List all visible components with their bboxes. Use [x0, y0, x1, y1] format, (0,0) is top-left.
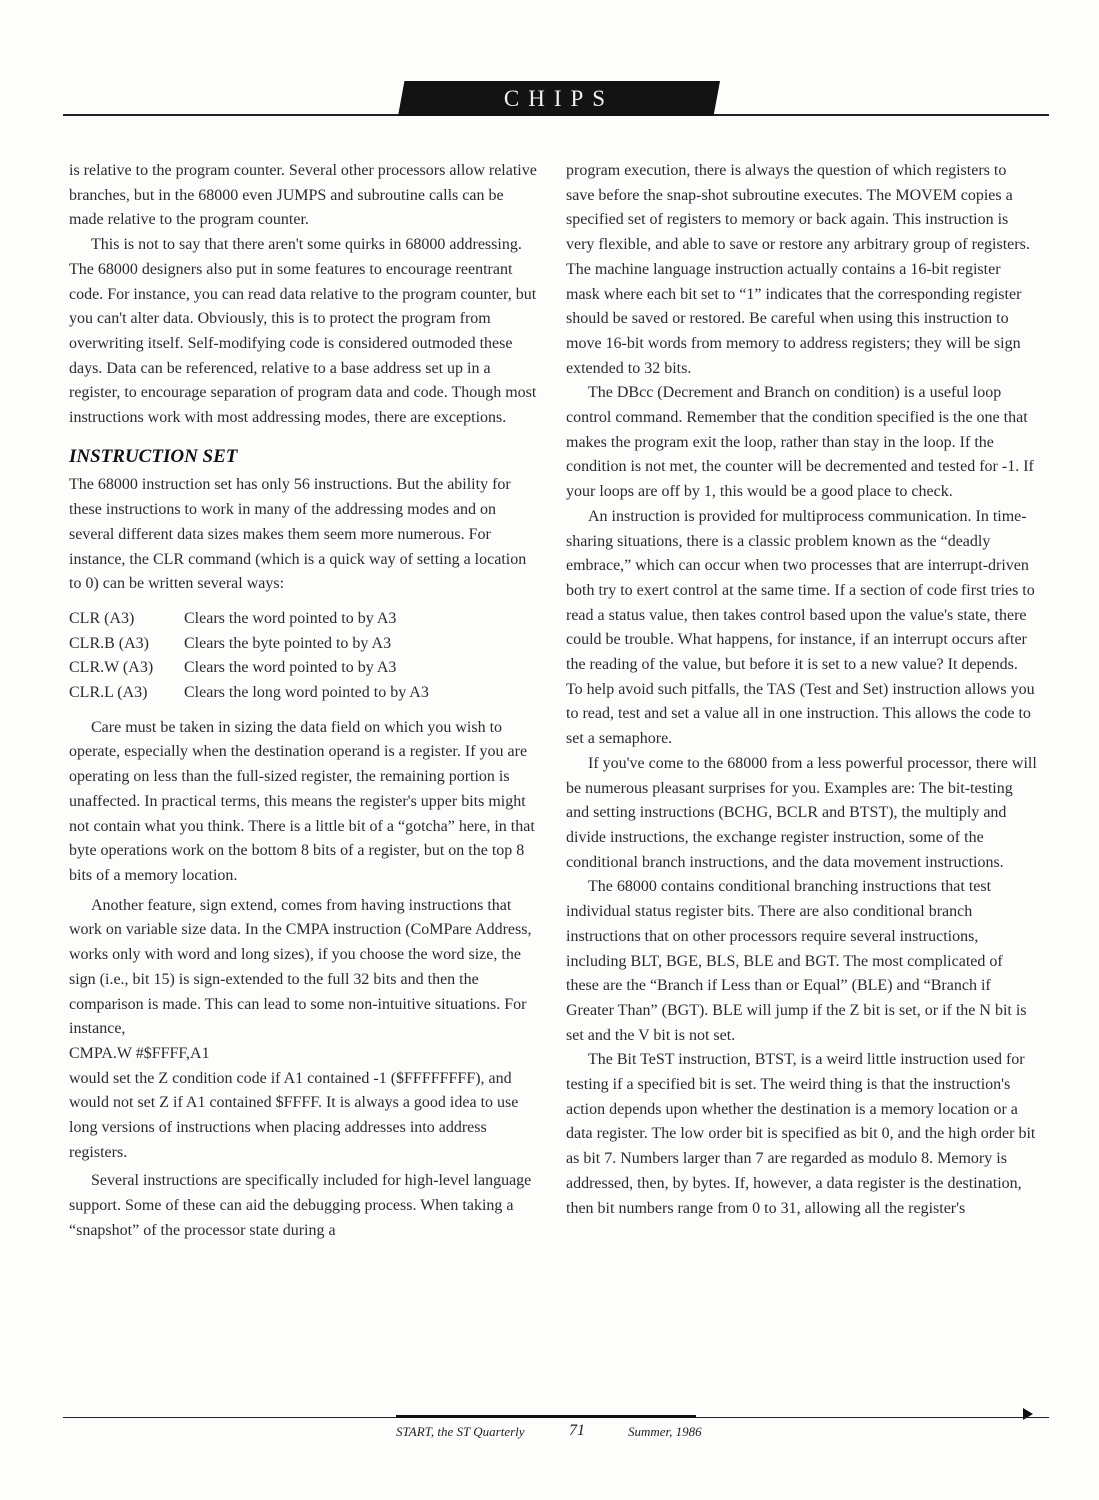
paragraph: Another feature, sign extend, comes from having instructions that work on variable size data. In the CMPA instruction (CoMPare Address, works only with word and long sizes), if you choose the word size, the sign (i.e., bit 15) is sign-extended to the full 32 bits and then the comparison is made. This can lead to some non-intuitive situations. For instance, — [69, 896, 532, 1038]
command-description: Clears the word pointed to by A3 — [184, 659, 397, 677]
page-number: 71 — [569, 1422, 585, 1439]
paragraph: The DBcc (Decrement and Branch on condition) is a useful loop control command. Remember that the condition specified is the one that makes the program exit the loop, rather than stay in the loop. If the condition is not met, the counter will be decremented and tested for -1. If your loops are off by 1, this would be a good place to check. — [566, 384, 1034, 501]
paragraph: The Bit TeST instruction, BTST, is a weird little instruction used for testing if a specified bit is set. The weird thing is that the instruction's action depends upon whether the destination is a memory location or a data register. The low order bit is specified as bit 0, and the high order bit as bit 7. Numbers larger than 7 are regarded as modulo 8. Memory is addressed, then, by bytes. If, however, a data register is the destination, then bit numbers range from 0 to 31, allowing all the register's — [566, 1051, 1036, 1217]
paragraph: Care must be taken in sizing the data field on which you wish to operate, especially when the destination operand is a register. If you are operating on less than the full-sized register, the remaining portion is unaffected. In practical terms, this means the register's upper bits might not contain what you think. There is a little bit of a “gotcha” here, in that byte operations work on the bottom 8 bits of a register, but on the top 8 bits of a memory location. — [69, 718, 535, 884]
footer-rule-accent — [396, 1415, 696, 1418]
command-name: CLR.L (A3) — [69, 684, 148, 702]
table-row — [69, 607, 429, 632]
continue-arrow-icon — [1023, 1408, 1033, 1420]
paragraph: This is not to say that there aren't some quirks in 68000 addressing. The 68000 designers also put in some features to encourage reentrant code. For instance, you can read data relative to the program counter, but you can't alter data. Obviously, this is to protect the program from overwriting itself. Self-modifying code is considered outmoded these days. Data can be referenced, relative to a base address set up in a register, to encourage separation of program data and code. Though most instructions work with most addressing modes, there are exceptions. — [69, 236, 537, 427]
paragraph: If you've come to the 68000 from a less powerful processor, there will be numerous pleasant surprises for you. Examples are: The bit-testing and setting instructions (BCHG, BCLR and BTST), the multiply and divide instructions, the exchange register instruction, some of the conditional branch instructions, and the data movement instructions. — [566, 754, 1037, 871]
paragraph: The 68000 instruction set has only 56 instructions. But the ability for these instructions to work in many of the addressing modes and on several different data sizes makes them seem more numerous. For instance, the CLR command (which is a quick way of setting a location to 0) can be written several ways: — [69, 476, 527, 593]
command-description: Clears the long word pointed to by A3 — [184, 684, 429, 702]
table-row — [69, 681, 429, 706]
command-name: CLR.B (A3) — [69, 634, 149, 652]
right-column — [566, 159, 1038, 1221]
section-heading: INSTRUCTION SET — [69, 445, 238, 467]
paragraph: Several instructions are specifically included for high-level language support. Some of these can aid the debugging process. When taking a “snapshot” of the processor state during a — [69, 1172, 532, 1239]
paragraph: An instruction is provided for multiprocess communication. In time-sharing situations, there is a classic problem known as the “deadly embrace,” which can occur when two processes that are interrupt-driven both try to exert control at the same time. If a section of code first tries to read a status value, then takes control based upon the value's state, there could be trouble. What happens, for instance, if an interrupt occurs after the reading of the value, but before it is set to a new value? It depends. To help avoid such pitfalls, the TAS (Test and Set) instruction allows you to read, test and set a value all in one instruction. This allows the code to set a semaphore. — [566, 507, 1035, 748]
command-description: Clears the byte pointed to by A3 — [184, 634, 392, 652]
paragraph: The 68000 contains conditional branching instructions that test individual status register bits. There are also conditional branch instructions that on other processors require several instructions, including BLT, BGE, BLS, BLE and BGT. The most complicated of these are the “Branch if Less than or Equal” (BLE) and “Branch if Greater Than” (BGT). BLE will jump if the Z bit is set, or if the N bit is set and the V bit is not set. — [566, 878, 1027, 1044]
paragraph: would set the Z condition code if A1 contained -1 ($FFFFFFFF), and would not set Z if A1 contained $FFFF. It is always a good idea to use long versions of instructions when placing addresses into address registers. — [69, 1069, 519, 1161]
command-description: Clears the word pointed to by A3 — [184, 609, 397, 627]
code-example: CMPA.W #$FFFF,A1 — [69, 1044, 210, 1062]
issue-date: Summer, 1986 — [628, 1424, 702, 1439]
table-row — [69, 656, 429, 681]
section-title: CHIPS — [503, 86, 615, 111]
command-name: CLR.W (A3) — [69, 659, 154, 677]
command-table — [69, 607, 429, 706]
publication-name: START, the ST Quarterly — [396, 1424, 525, 1439]
left-column — [69, 159, 541, 1244]
paragraph: program execution, there is always the question of which registers to save before the snap-shot subroutine executes. The MOVEM copies a specified set of registers to memory or back again. This instruction is very flexible, and able to save or restore any arbitrary group of registers. The machine language instruction actually contains a 16-bit register mask where each bit set to “1” indicates that the corresponding register should be saved or restored. Be careful when using this instruction to move 16-bit words from memory to address registers; they will be sign extended to 32 bits. — [566, 162, 1030, 377]
paragraph: is relative to the program counter. Several other processors allow relative branches, but in the 68000 even JUMPS and subroutine calls can be made relative to the program counter. — [69, 162, 537, 229]
command-name: CLR (A3) — [69, 609, 135, 627]
table-row — [69, 632, 429, 657]
